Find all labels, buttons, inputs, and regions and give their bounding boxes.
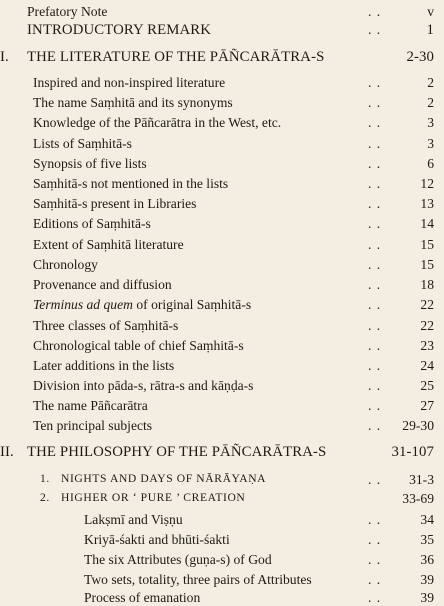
entry-label: Provenance and diffusion [33, 277, 172, 292]
chapter-numeral: II. [0, 444, 14, 460]
leader-dots: . . [368, 572, 382, 587]
page-number: 15 [420, 237, 434, 252]
section-number: 2. [40, 491, 50, 504]
entry-label: The name Saṃhitā and its synonyms [33, 95, 233, 110]
entry-label: Later additions in the lists [33, 358, 175, 373]
entry-label [33, 297, 251, 313]
leader-dots: . . [368, 358, 382, 373]
page-number: 33-69 [402, 491, 434, 506]
entry-label: Prefatory Note [27, 4, 108, 19]
leader-dots: . . [368, 75, 382, 90]
entry-label: Chronology [33, 257, 98, 272]
leader-dots: . . [368, 95, 382, 110]
leader-dots: . . [368, 552, 382, 567]
leader-dots: . . [368, 156, 382, 171]
chapter-pages: 31-107 [391, 444, 434, 460]
page-number: 15 [420, 257, 434, 272]
chapter-numeral: I. [0, 49, 9, 65]
entry-label: Kriyā-śakti and bhūti-śakti [84, 532, 230, 547]
page-number: 27 [420, 398, 434, 413]
page-number: 39 [420, 572, 434, 587]
chapter-title: THE PHILOSOPHY OF THE PĀÑCARĀTRA-S [27, 444, 327, 460]
entry-label: Synopsis of five lists [33, 156, 147, 171]
leader-dots: . . [368, 196, 382, 211]
page-number: 2 [427, 95, 434, 110]
leader-dots: . . [368, 398, 382, 413]
leader-dots: . . [368, 237, 382, 252]
page-number: 2 [427, 75, 434, 90]
entry-label: Knowledge of the Pāñcarātra in the West, etc. [33, 115, 282, 130]
page-number: 23 [420, 338, 434, 353]
leader-dots: . . [368, 472, 382, 487]
entry-label: Ten principal subjects [33, 418, 153, 433]
leader-dots: . . [368, 277, 382, 292]
leader-dots: . . [368, 378, 382, 393]
entry-label: INTRODUCTORY REMARK [27, 22, 211, 38]
entry-label: Saṃhitā-s present in Libraries [33, 196, 197, 211]
leader-dots: . . [368, 418, 382, 433]
leader-dots: . . [368, 512, 382, 527]
page-number: 25 [420, 378, 434, 393]
entry-label: The six Attributes (guṇa-s) of God [84, 552, 272, 567]
leader-dots: . . [368, 318, 382, 333]
section-label: NIGHTS AND DAYS OF NĀRĀYAṆA [61, 472, 267, 485]
page-number: 18 [420, 277, 434, 292]
entry-label: The name Pāñcarātra [33, 398, 148, 413]
leader-dots: . . [368, 590, 382, 605]
leader-dots: . . [368, 532, 382, 547]
entry-label: Inspired and non-inspired literature [33, 75, 226, 90]
leader-dots: . . [368, 297, 382, 312]
entry-label: Editions of Saṃhitā-s [33, 216, 151, 231]
entry-label: Process of emanation [84, 590, 201, 605]
entry-label: Three classes of Saṃhitā-s [33, 318, 179, 333]
leader-dots: . . [368, 115, 382, 130]
entry-label: Two sets, totality, three pairs of Attributes [84, 572, 312, 587]
entry-label: Lakṣmī and Viṣṇu [84, 512, 183, 527]
page-number: 22 [420, 318, 434, 333]
page-number: 14 [420, 216, 434, 231]
chapter-title: THE LITERATURE OF THE PĀÑCARĀTRA-S [27, 49, 325, 65]
page-number: 3 [427, 115, 434, 130]
page-number: 12 [420, 176, 434, 191]
page-number: 34 [420, 512, 434, 527]
leader-dots: . . [368, 338, 382, 353]
section-label: HIGHER OR ‘ PURE ’ CREATION [61, 491, 246, 504]
page-number: 22 [420, 297, 434, 312]
entry-label: Extent of Saṃhitā literature [33, 237, 184, 252]
page-number: 35 [420, 532, 434, 547]
entry-label: Chronological table of chief Saṃhitā-s [33, 338, 244, 353]
leader-dots: . . [368, 4, 382, 19]
leader-dots: . . [368, 216, 382, 231]
page-number: v [427, 4, 434, 19]
entry-label: Division into pāda-s, rātra-s and kāṇḍa-s [33, 378, 254, 393]
leader-dots: . . [368, 176, 382, 191]
section-number: 1. [40, 472, 50, 485]
page-number: 31-3 [409, 472, 434, 487]
entry-label: Lists of Saṃhitā-s [33, 136, 132, 151]
leader-dots: . . [368, 136, 382, 151]
page-number: 24 [420, 358, 434, 373]
page-number: 6 [427, 156, 434, 171]
leader-dots: . . [368, 257, 382, 272]
page-number: 3 [427, 136, 434, 151]
page-number: 1 [426, 22, 434, 38]
page-number: 29-30 [402, 418, 434, 433]
page-number: 13 [420, 196, 434, 211]
entry-label-rest: of original Saṃhitā-s [136, 297, 252, 312]
page-number: 39 [420, 590, 434, 605]
page-number: 36 [420, 552, 434, 567]
entry-label: Saṃhitā-s not mentioned in the lists [33, 176, 229, 191]
chapter-pages: 2-30 [406, 49, 434, 65]
italic-term: Terminus ad quem [33, 297, 133, 312]
leader-dots: . . [368, 22, 382, 37]
